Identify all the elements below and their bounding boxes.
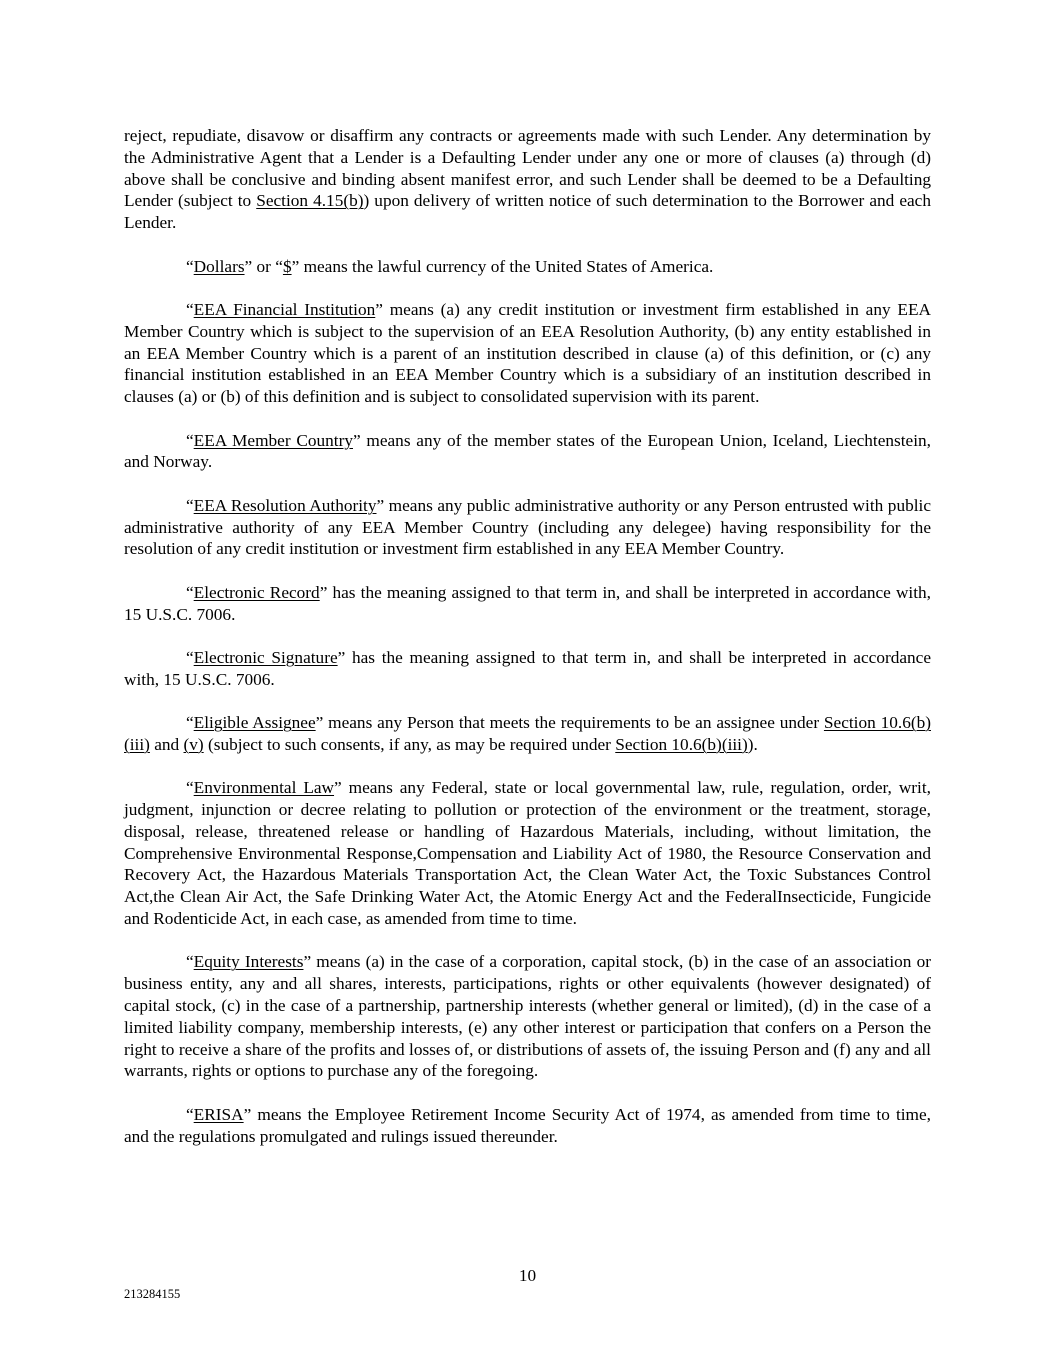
- definition-text: ” means any public administrative authority or any Person entrusted with public administrative authority of any EEA Member Country (including any delegee) having responsibility for the resolution of any credit institution or investment firm established in any EEA Member Country.: [124, 495, 931, 559]
- open-quote: “: [186, 952, 194, 972]
- text: (subject to such consents, if any, as may be required under: [203, 734, 616, 754]
- text: reject, repudiate, disavow or disaffirm any contracts or agreements made with such Lender. Any determination by the Administrative Agent that a Lender is a Defaulting Lender under any one or more of clauses (a) through (d) above shall be conclusive and binding absent manifest error, and such Lender shall be deemed to be a Defaulting Lender (subject to: [124, 126, 931, 211]
- document-id: 213284155: [124, 1287, 181, 1301]
- defined-term: EEA Financial Institution: [193, 299, 376, 319]
- definition-text: ” means the Employee Retirement Income Security Act of 1974, as amended from time to time, and the regulations promulgated and rulings issued thereunder.: [124, 1104, 931, 1146]
- definition-electronic-signature: [124, 647, 931, 691]
- definition-eea-resolution-authority: [124, 495, 931, 560]
- defined-term: Equity Interests: [193, 952, 304, 972]
- defined-term: ERISA: [193, 1104, 244, 1124]
- text: ” or “: [244, 256, 283, 276]
- defined-term: Eligible Assignee: [193, 713, 316, 733]
- defined-term: EEA Resolution Authority: [193, 495, 377, 515]
- definition-eea-member-country: [124, 430, 931, 474]
- open-quote: “: [186, 713, 194, 733]
- section-reference: Section 4.15(b): [256, 191, 364, 211]
- paragraph-defaulting-lender-continuation: [124, 125, 931, 234]
- definition-text: ” means (a) in the case of a corporation, capital stock, (b) in the case of an association or business entity, any and all shares, interests, participations, rights or other equivalents (however designated) of capital stock, (c) in the case of a partnership, partnership interests (whether general or limited), (d) in the case of a limited liability company, membership interests, (e) any other interest or participation that confers on a Person the right to receive a share of the profits and losses of, or distributions of assets of, the issuing Person and (f) any and all warrants, rights or options to purchase any of the foregoing.: [124, 952, 931, 1081]
- definition-dollars: [124, 256, 931, 278]
- definition-text: ” has the meaning assigned to that term in, and shall be interpreted in accordance with, 15 U.S.C. 7006.: [124, 647, 932, 689]
- definition-erisa: [124, 1104, 931, 1148]
- text: ).: [747, 734, 758, 754]
- open-quote: “: [186, 430, 194, 450]
- defined-term: $: [282, 256, 292, 276]
- definition-equity-interests: [124, 951, 931, 1082]
- definition-eea-financial-institution: [124, 299, 931, 408]
- open-quote: “: [186, 256, 194, 276]
- open-quote: “: [186, 495, 194, 515]
- document-page: [124, 125, 931, 1169]
- defined-term: Dollars: [193, 256, 245, 276]
- definition-electronic-record: [124, 582, 931, 626]
- definition-environmental-law: [124, 777, 931, 930]
- defined-term: Electronic Signature: [193, 647, 338, 667]
- defined-term: Electronic Record: [193, 582, 320, 602]
- open-quote: “: [186, 778, 194, 798]
- definition-text: ” means any Person that meets the requirements to be an assignee under: [315, 713, 824, 733]
- definition-text: ” means the lawful currency of the United States of America.: [291, 256, 714, 276]
- open-quote: “: [186, 1104, 194, 1124]
- section-reference: (v): [183, 734, 204, 754]
- definition-text: ” means any Federal, state or local governmental law, rule, regulation, order, writ, judgment, injunction or decree relating to pollution or protection of the environment or the treatment, storage, disposal, release, threatened release or handling of Hazardous Materials, including, without limitation, the Comprehensive Environmental Response,Compensation and Liability Act of 1980, the Resource Conservation and Recovery Act, the Hazardous Materials Transportation Act, the Clean Water Act, the Toxic Substances Control Act,the Clean Air Act, the Safe Drinking Water Act, the Atomic Energy Act and the FederalInsecticide, Fungicide and Rodenticide Act, in each case, as amended from time to time.: [124, 778, 931, 929]
- defined-term: EEA Member Country: [193, 430, 353, 450]
- definition-text: ” means any of the member states of the European Union, Iceland, Liechtenstein, and Norway.: [124, 430, 931, 472]
- text: ) upon delivery of written notice of such determination to the Borrower and each Lender.: [124, 191, 931, 233]
- definition-text: ” means (a) any credit institution or investment firm established in any EEA Member Country which is subject to the supervision of an EEA Resolution Authority, (b) any entity established in an EEA Member Country which is a parent of an institution described in clause (a) of this definition, or (c) any financial institution established in an EEA Member Country which is a subsidiary of an institution described in clauses (a) or (b) of this definition and is subject to consolidated supervision with its parent.: [124, 299, 931, 407]
- open-quote: “: [186, 582, 194, 602]
- definition-eligible-assignee: [124, 712, 931, 756]
- definition-text: ” has the meaning assigned to that term in, and shall be interpreted in accordance with, 15 U.S.C. 7006.: [124, 582, 932, 624]
- text: and: [149, 734, 184, 754]
- open-quote: “: [186, 299, 194, 319]
- page-number: 10: [518, 1266, 537, 1285]
- open-quote: “: [186, 647, 194, 667]
- section-reference: Section 10.6(b)(iii): [615, 734, 748, 754]
- defined-term: Environmental Law: [193, 778, 335, 798]
- section-reference: Section 10.6(b)(iii): [124, 713, 931, 754]
